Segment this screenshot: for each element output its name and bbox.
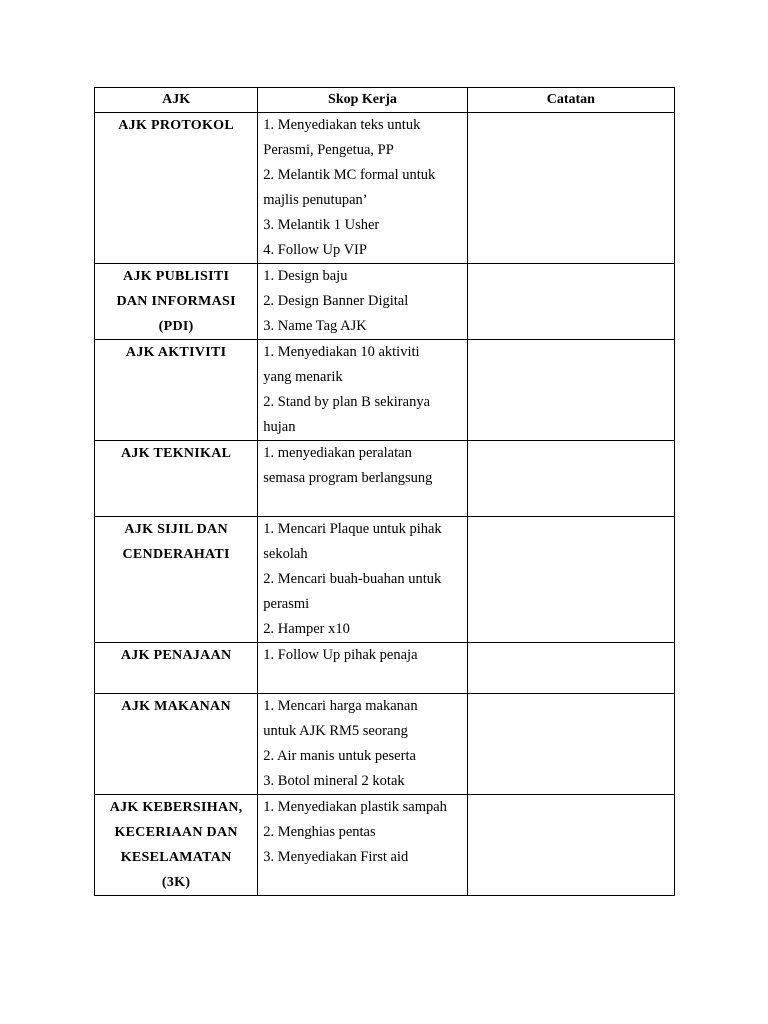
- committee-name-line: AJK PROTOKOL: [118, 117, 235, 133]
- task-line: sekolah: [263, 546, 308, 562]
- task-line: 2. Hamper x10: [263, 621, 350, 637]
- task-line: Perasmi, Pengetua, PP: [263, 142, 394, 158]
- task-line: 3. Menyediakan First aid: [263, 849, 409, 865]
- committee-name-line: AJK SIJIL DAN: [124, 521, 228, 537]
- committee-name-line: AJK PENAJAAN: [120, 647, 232, 663]
- header-skop-kerja: Skop Kerja: [258, 88, 467, 113]
- blank-line: [263, 491, 464, 516]
- table-row: [95, 441, 675, 517]
- task-line: 1. menyediakan peralatan: [263, 445, 412, 461]
- committee-name-line: KECERIAAN DAN: [114, 824, 238, 840]
- task-line: 1. Follow Up pihak penaja: [263, 647, 418, 663]
- ajk-cell: [95, 517, 258, 643]
- table-header-row: [95, 88, 675, 113]
- header-ajk: AJK: [95, 88, 258, 113]
- ajk-cell: [95, 264, 258, 340]
- table-row: [95, 113, 675, 264]
- skop-kerja-cell: [258, 113, 467, 264]
- catatan-cell: [467, 264, 674, 340]
- ajk-cell: [95, 340, 258, 441]
- catatan-cell: [467, 694, 674, 795]
- table-row: [95, 694, 675, 795]
- task-line: 3. Name Tag AJK: [263, 318, 367, 334]
- task-line: 2. Melantik MC formal untuk: [263, 167, 436, 183]
- task-line: 2. Mencari buah-buahan untuk: [263, 571, 442, 587]
- ajk-cell: [95, 441, 258, 517]
- committee-name-line: AJK KEBERSIHAN,: [109, 799, 243, 815]
- committee-name-line: KESELAMATAN: [120, 849, 232, 865]
- task-line: untuk AJK RM5 seorang: [263, 723, 408, 739]
- task-line: 3. Botol mineral 2 kotak: [263, 773, 405, 789]
- committee-name-line: AJK AKTIVITI: [125, 344, 227, 360]
- skop-kerja-cell: [258, 517, 467, 643]
- task-line: perasmi: [263, 596, 310, 612]
- catatan-cell: [467, 113, 674, 264]
- task-line: 1. Menyediakan 10 aktiviti: [263, 344, 420, 360]
- skop-kerja-cell: [258, 643, 467, 694]
- table-row: [95, 264, 675, 340]
- committee-name-line: DAN INFORMASI: [116, 293, 236, 309]
- task-line: 1. Menyediakan teks untuk: [263, 117, 421, 133]
- skop-kerja-cell: [258, 441, 467, 517]
- task-line: 2. Design Banner Digital: [263, 293, 409, 309]
- task-line: 1. Mencari harga makanan: [263, 698, 418, 714]
- table-body: [95, 113, 675, 896]
- skop-kerja-cell: [258, 795, 467, 896]
- ajk-cell: [95, 694, 258, 795]
- ajk-cell: [95, 643, 258, 694]
- task-line: 2. Stand by plan B sekiranya: [263, 394, 431, 410]
- task-line: 1. Mencari Plaque untuk pihak: [263, 521, 442, 537]
- table-row: [95, 340, 675, 441]
- committee-table: [94, 87, 675, 896]
- committee-name-line: (PDI): [158, 318, 194, 334]
- task-line: 3. Melantik 1 Usher: [263, 217, 380, 233]
- task-line: 1. Menyediakan plastik sampah: [263, 799, 447, 815]
- catatan-cell: [467, 340, 674, 441]
- committee-name-line: (3K): [161, 874, 191, 890]
- ajk-cell: [95, 113, 258, 264]
- task-line: majlis penutupan’: [263, 192, 368, 208]
- committee-name-line: AJK MAKANAN: [121, 698, 231, 714]
- task-line: yang menarik: [263, 369, 343, 385]
- task-line: 2. Menghias pentas: [263, 824, 376, 840]
- committee-name-line: CENDERAHATI: [122, 546, 230, 562]
- header-catatan: Catatan: [467, 88, 674, 113]
- catatan-cell: [467, 643, 674, 694]
- skop-kerja-cell: [258, 264, 467, 340]
- catatan-cell: [467, 441, 674, 517]
- table-row: [95, 517, 675, 643]
- committee-name-line: AJK TEKNIKAL: [120, 445, 232, 461]
- table-row: [95, 643, 675, 694]
- catatan-cell: [467, 795, 674, 896]
- task-line: semasa program berlangsung: [263, 470, 433, 486]
- committee-name-line: AJK PUBLISITI: [123, 268, 230, 284]
- ajk-cell: [95, 795, 258, 896]
- task-line: 1. Design baju: [263, 268, 348, 284]
- skop-kerja-cell: [258, 340, 467, 441]
- skop-kerja-cell: [258, 694, 467, 795]
- task-line: 2. Air manis untuk peserta: [263, 748, 416, 764]
- task-line: hujan: [263, 419, 296, 435]
- catatan-cell: [467, 517, 674, 643]
- blank-line: [263, 668, 464, 693]
- table-row: [95, 795, 675, 896]
- task-line: 4. Follow Up VIP: [263, 242, 367, 258]
